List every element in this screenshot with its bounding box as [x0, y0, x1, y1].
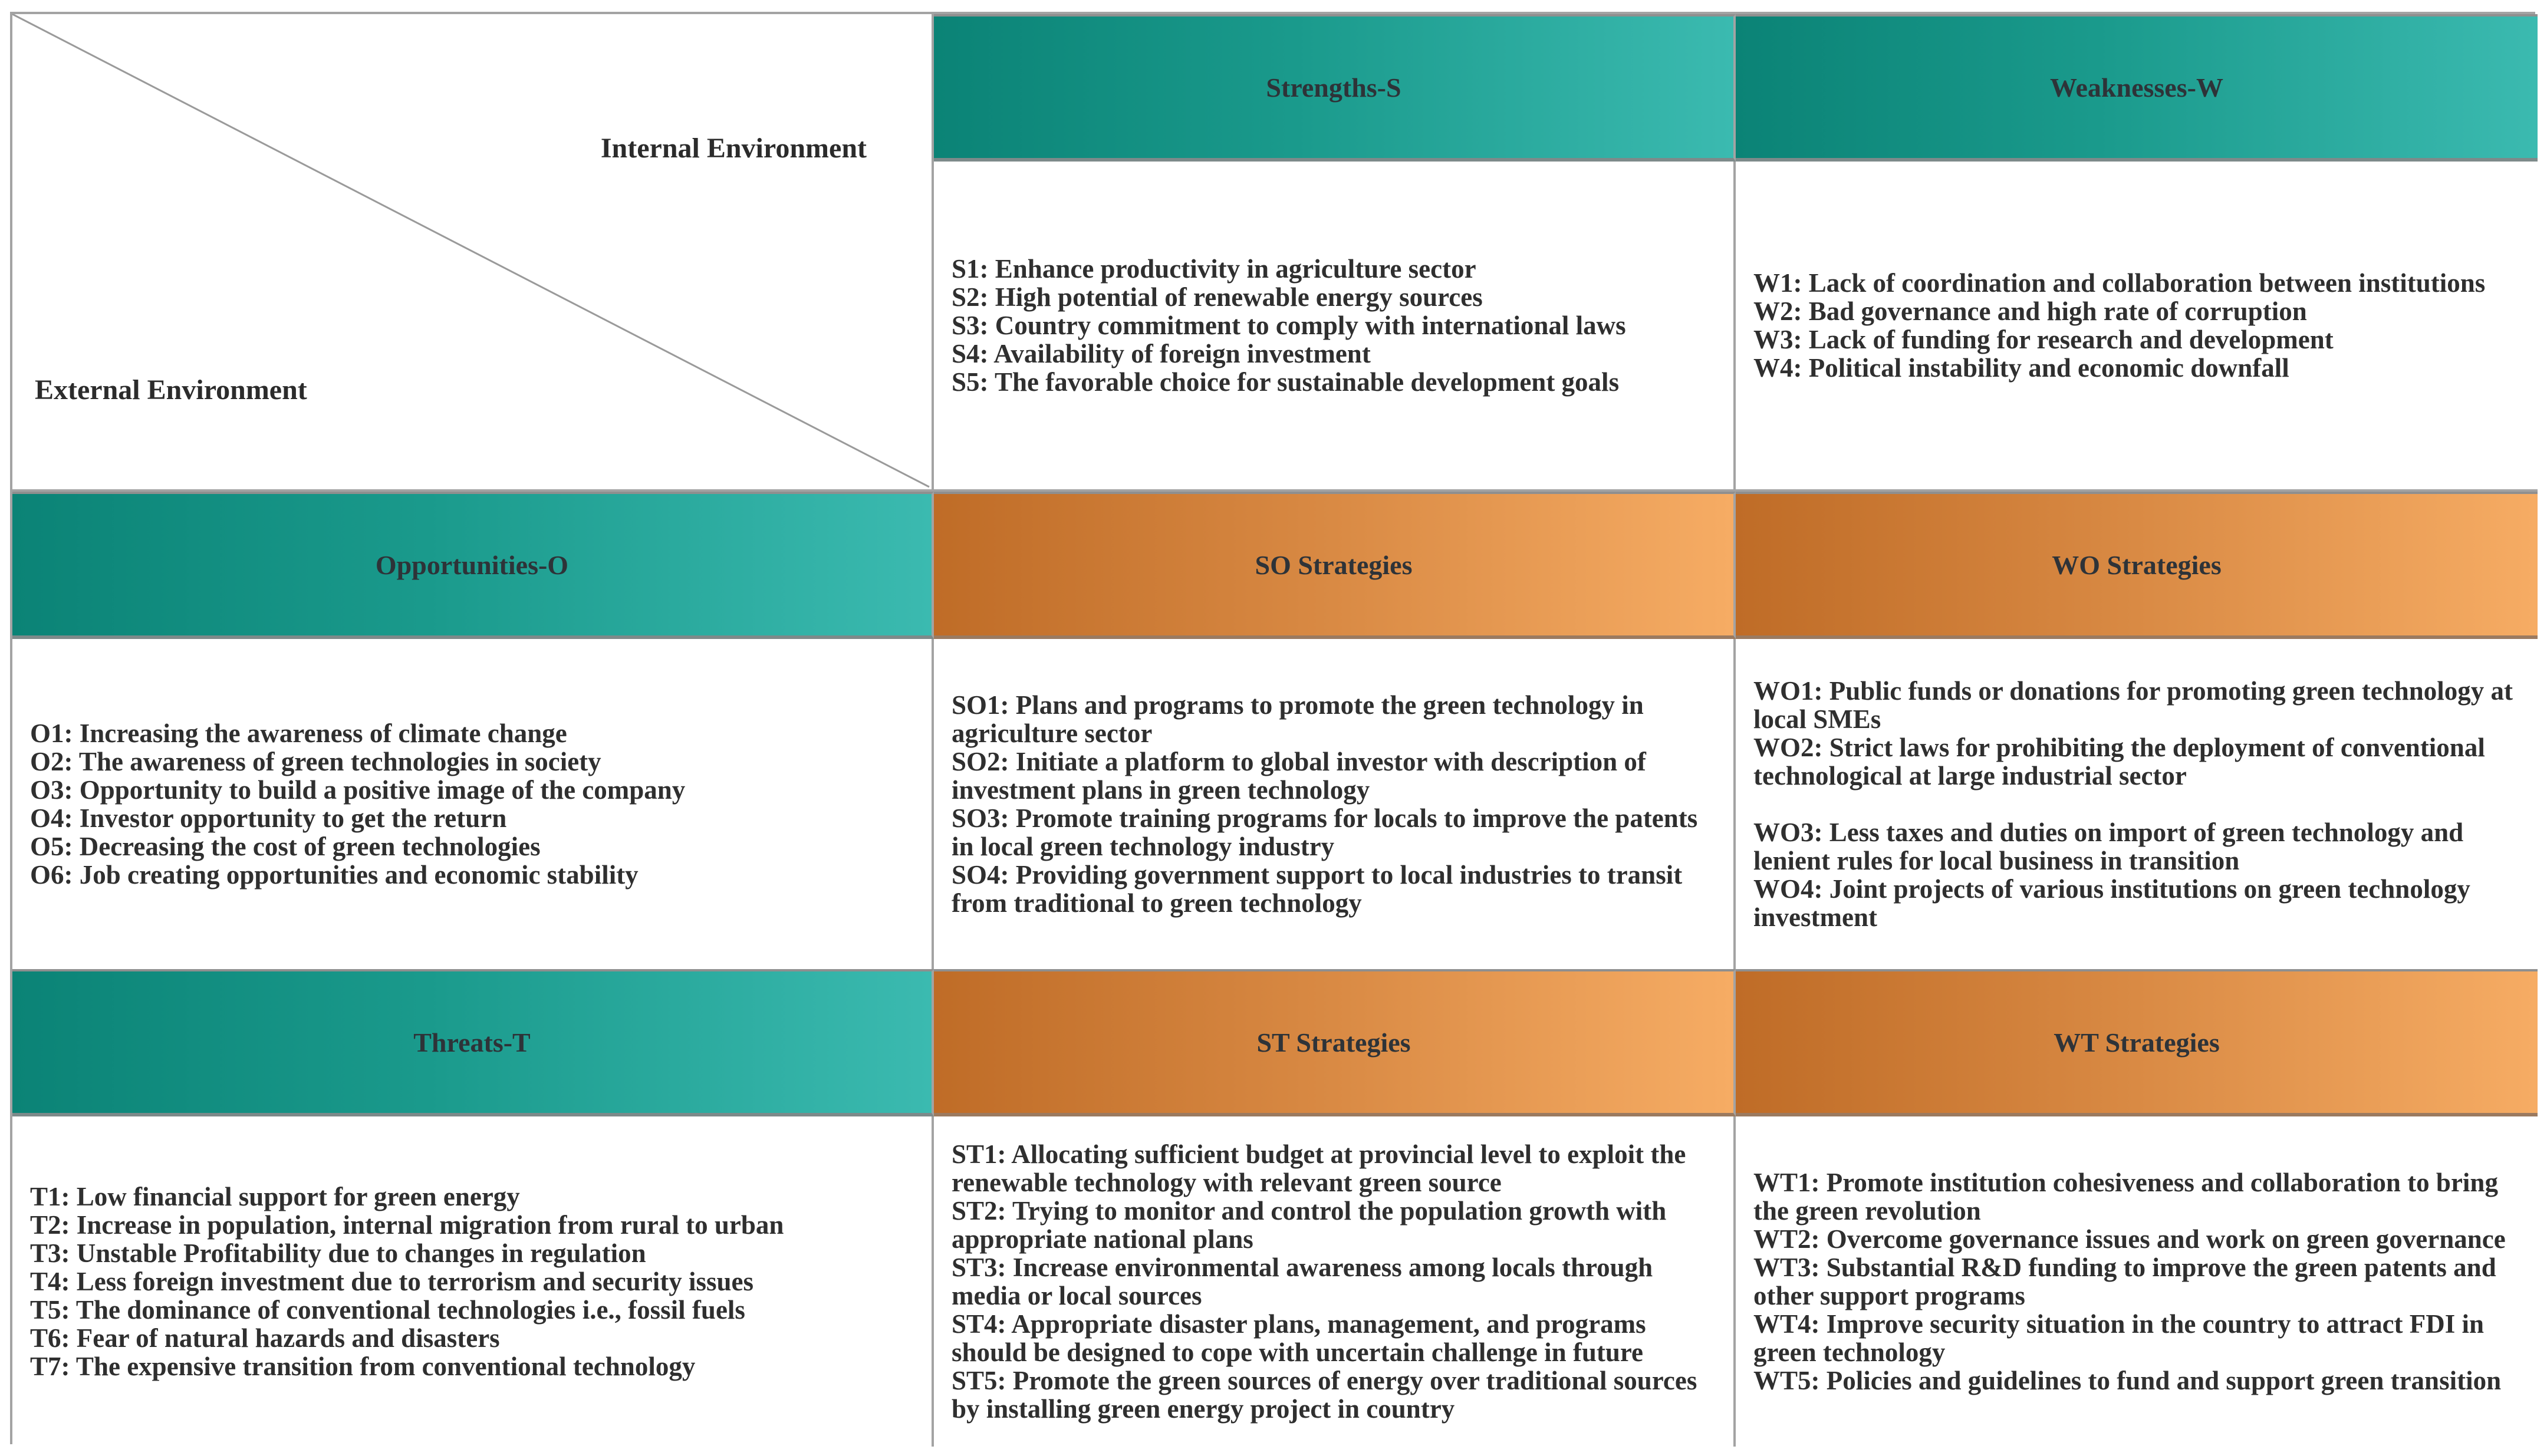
weaknesses-title: Weaknesses-W — [2050, 72, 2223, 103]
list-item: SO3: Promote training programs for locals to improve the patents in local green technology industry — [952, 803, 1698, 861]
wt-strategies-header — [1736, 969, 2538, 1116]
list-item: WT4: Improve security situation in the country to attract FDI in green technology — [1753, 1309, 2485, 1367]
list-item: ST4: Appropriate disaster plans, management, and programs should be designed to cope with uncertain challenge in future — [952, 1309, 1646, 1367]
opportunities-title: Opportunities-O — [375, 549, 569, 580]
list-item: ST2: Trying to monitor and control the population growth with appropriate national plans — [952, 1196, 1667, 1254]
list-item: WT5: Policies and guidelines to fund and support green transition — [1753, 1366, 2502, 1395]
list-item: O1: Increasing the awareness of climate change — [30, 719, 567, 748]
list-item: WT1: Promote institution cohesiveness and collaboration to bring the green revolution — [1753, 1168, 2498, 1226]
list-item: WO1: Public funds or donations for promoting green technology at local SMEs — [1753, 676, 2513, 734]
threats-title: Threats-T — [413, 1027, 531, 1058]
opportunities-header — [12, 492, 934, 639]
list-item: W4: Political instability and economic downfall — [1753, 353, 2289, 383]
list-item: WO4: Joint projects of various institutions on green technology investment — [1753, 874, 2470, 932]
list-item: SO1: Plans and programs to promote the green technology in agriculture sector — [952, 690, 1644, 748]
list-item: WT3: Substantial R&D funding to improve the green patents and other support programs — [1753, 1253, 2496, 1310]
list-item: S5: The favorable choice for sustainable development goals — [952, 367, 1620, 397]
strengths-title: Strengths-S — [1266, 72, 1401, 103]
list-item: S2: High potential of renewable energy sources — [952, 282, 1483, 312]
list-item: T7: The expensive transition from conventional technology — [30, 1352, 696, 1381]
strengths-header — [934, 14, 1736, 162]
list-item: T1: Low financial support for green energy — [30, 1182, 520, 1211]
wo-strategies-title: WO Strategies — [2052, 549, 2222, 580]
list-item: SO4: Providing government support to local industries to transit from traditional to green technology — [952, 860, 1683, 918]
swot-matrix — [10, 12, 2535, 1444]
list-item: W2: Bad governance and high rate of corruption — [1753, 297, 2307, 326]
list-item: S1: Enhance productivity in agriculture sector — [952, 254, 1476, 284]
list-item: S4: Availability of foreign investment — [952, 339, 1371, 368]
diagonal-divider-line — [12, 14, 932, 489]
environment-corner-cell — [12, 14, 934, 492]
weaknesses-list — [1736, 162, 2538, 492]
threats-list — [12, 1116, 934, 1447]
list-item: T6: Fear of natural hazards and disasters — [30, 1323, 500, 1353]
list-item: W1: Lack of coordination and collaboration between institutions — [1753, 268, 2486, 298]
wt-strategies-title: WT Strategies — [2054, 1027, 2220, 1058]
list-item: WO3: Less taxes and duties on import of green technology and lenient rules for local business in transition — [1753, 818, 2464, 875]
so-strategies-list — [934, 639, 1736, 969]
list-item: O4: Investor opportunity to get the return — [30, 803, 507, 833]
list-item: ST3: Increase environmental awareness among locals through media or local sources — [952, 1253, 1653, 1310]
list-item: T2: Increase in population, internal migration from rural to urban — [30, 1210, 784, 1240]
list-item: T5: The dominance of conventional technologies i.e., fossil fuels — [30, 1295, 745, 1325]
wo-strategies-header — [1736, 492, 2538, 639]
list-item: O5: Decreasing the cost of green technologies — [30, 832, 541, 861]
list-item: O3: Opportunity to build a positive image of the company — [30, 775, 686, 805]
wo-strategies-list — [1736, 639, 2538, 969]
list-item: ST5: Promote the green sources of energy over traditional sources by installing green energy project in country — [952, 1366, 1697, 1424]
weaknesses-header — [1736, 14, 2538, 162]
list-item: ST1: Allocating sufficient budget at provincial level to exploit the renewable technology with relevant green source — [952, 1139, 1686, 1197]
list-item: WO2: Strict laws for prohibiting the deployment of conventional technological at large industrial sector — [1753, 733, 2485, 790]
wt-strategies-list — [1736, 1116, 2538, 1447]
list-item: WT2: Overcome governance issues and work on green governance — [1753, 1224, 2506, 1254]
internal-environment-label: Internal Environment — [600, 133, 867, 164]
list-item: S3: Country commitment to comply with international laws — [952, 311, 1626, 340]
external-environment-label: External Environment — [35, 374, 307, 406]
so-strategies-header — [934, 492, 1736, 639]
so-strategies-title: SO Strategies — [1255, 549, 1413, 580]
list-item: T4: Less foreign investment due to terrorism and security issues — [30, 1267, 753, 1296]
opportunities-list — [12, 639, 934, 969]
list-item: O2: The awareness of green technologies in society — [30, 747, 601, 776]
list-item: SO2: Initiate a platform to global investor with description of investment plans in green technology — [952, 747, 1646, 805]
st-strategies-list — [934, 1116, 1736, 1447]
list-item: O6: Job creating opportunities and economic stability — [30, 860, 639, 890]
spacer — [1753, 790, 2520, 818]
list-item: T3: Unstable Profitability due to changes in regulation — [30, 1238, 646, 1268]
st-strategies-title: ST Strategies — [1256, 1027, 1411, 1058]
st-strategies-header — [934, 969, 1736, 1116]
threats-header — [12, 969, 934, 1116]
strengths-list — [934, 162, 1736, 492]
list-item: W3: Lack of funding for research and development — [1753, 325, 2334, 354]
